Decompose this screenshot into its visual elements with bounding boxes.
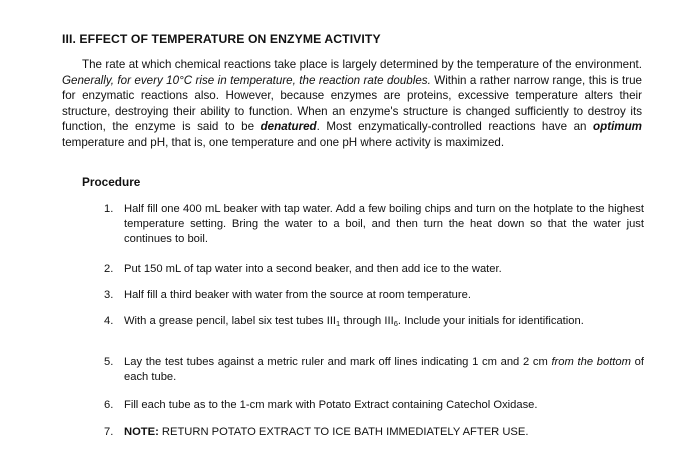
step-number: 5. [104, 356, 114, 368]
intro-italic-rule: Generally, for every 10°C rise in temperature, the reaction rate doubles. [62, 73, 431, 87]
step-number: 7. [104, 426, 114, 438]
step-text: Lay the test tubes against a metric ruler and mark off lines indicating 1 cm and 2 cm from the bottom of each tube. [124, 356, 644, 383]
procedure-step-4 [104, 314, 644, 329]
step-number: 6. [104, 399, 114, 411]
section-title: III. EFFECT OF TEMPERATURE ON ENZYME ACTIVITY [62, 32, 381, 46]
step-text: Fill each tube as to the 1-cm mark with Potato Extract containing Catechol Oxidase. [124, 399, 538, 411]
procedure-step-7 [104, 425, 644, 440]
procedure-step-2 [104, 262, 644, 277]
step-text: Half fill one 400 mL beaker with tap water. Add a few boiling chips and turn on the hotplate to the highest temperature setting. Bring the water to a boil, and then turn the heat down so that the water just continues to boil. [124, 203, 644, 245]
step-number: 3. [104, 289, 114, 301]
step-number: 2. [104, 263, 114, 275]
intro-text-4: temperature and pH, that is, one temperature and one pH where activity is maximized. [62, 135, 505, 149]
step-text: NOTE: RETURN POTATO EXTRACT TO ICE BATH IMMEDIATELY AFTER USE. [124, 426, 529, 438]
procedure-step-3 [104, 288, 644, 303]
procedure-heading: Procedure [82, 175, 141, 189]
step-text: Put 150 mL of tap water into a second beaker, and then add ice to the water. [124, 263, 502, 275]
procedure-step-1 [104, 202, 644, 246]
procedure-step-5 [104, 355, 644, 385]
term-denatured: denatured [260, 120, 317, 134]
procedure-step-6 [104, 398, 644, 413]
step-text: With a grease pencil, label six test tubes $III_1$ through $III_6$. Include your initials for identification. [124, 315, 584, 328]
step-number: 4. [104, 315, 114, 327]
term-optimum: optimum [593, 120, 642, 134]
intro-text-2: Within a rather narrow range, this is true for enzymatic reactions also. However, because enzymes are proteins, excessive temperature alters their structure, destroying their ability to function. When an enzyme's structure is changed sufficiently to destroy its function, the enzyme is said to be [62, 73, 643, 134]
step-text: Half fill a third beaker with water from the source at room temperature. [124, 289, 471, 301]
intro-paragraph [62, 57, 642, 151]
note-label: NOTE: [124, 426, 159, 438]
step-number: 1. [104, 203, 114, 215]
intro-text-1: The rate at which chemical reactions take place is largely determined by the temperature of the environment. [82, 58, 642, 71]
intro-text-3: . Most enzymatically-controlled reactions have an [316, 120, 594, 134]
